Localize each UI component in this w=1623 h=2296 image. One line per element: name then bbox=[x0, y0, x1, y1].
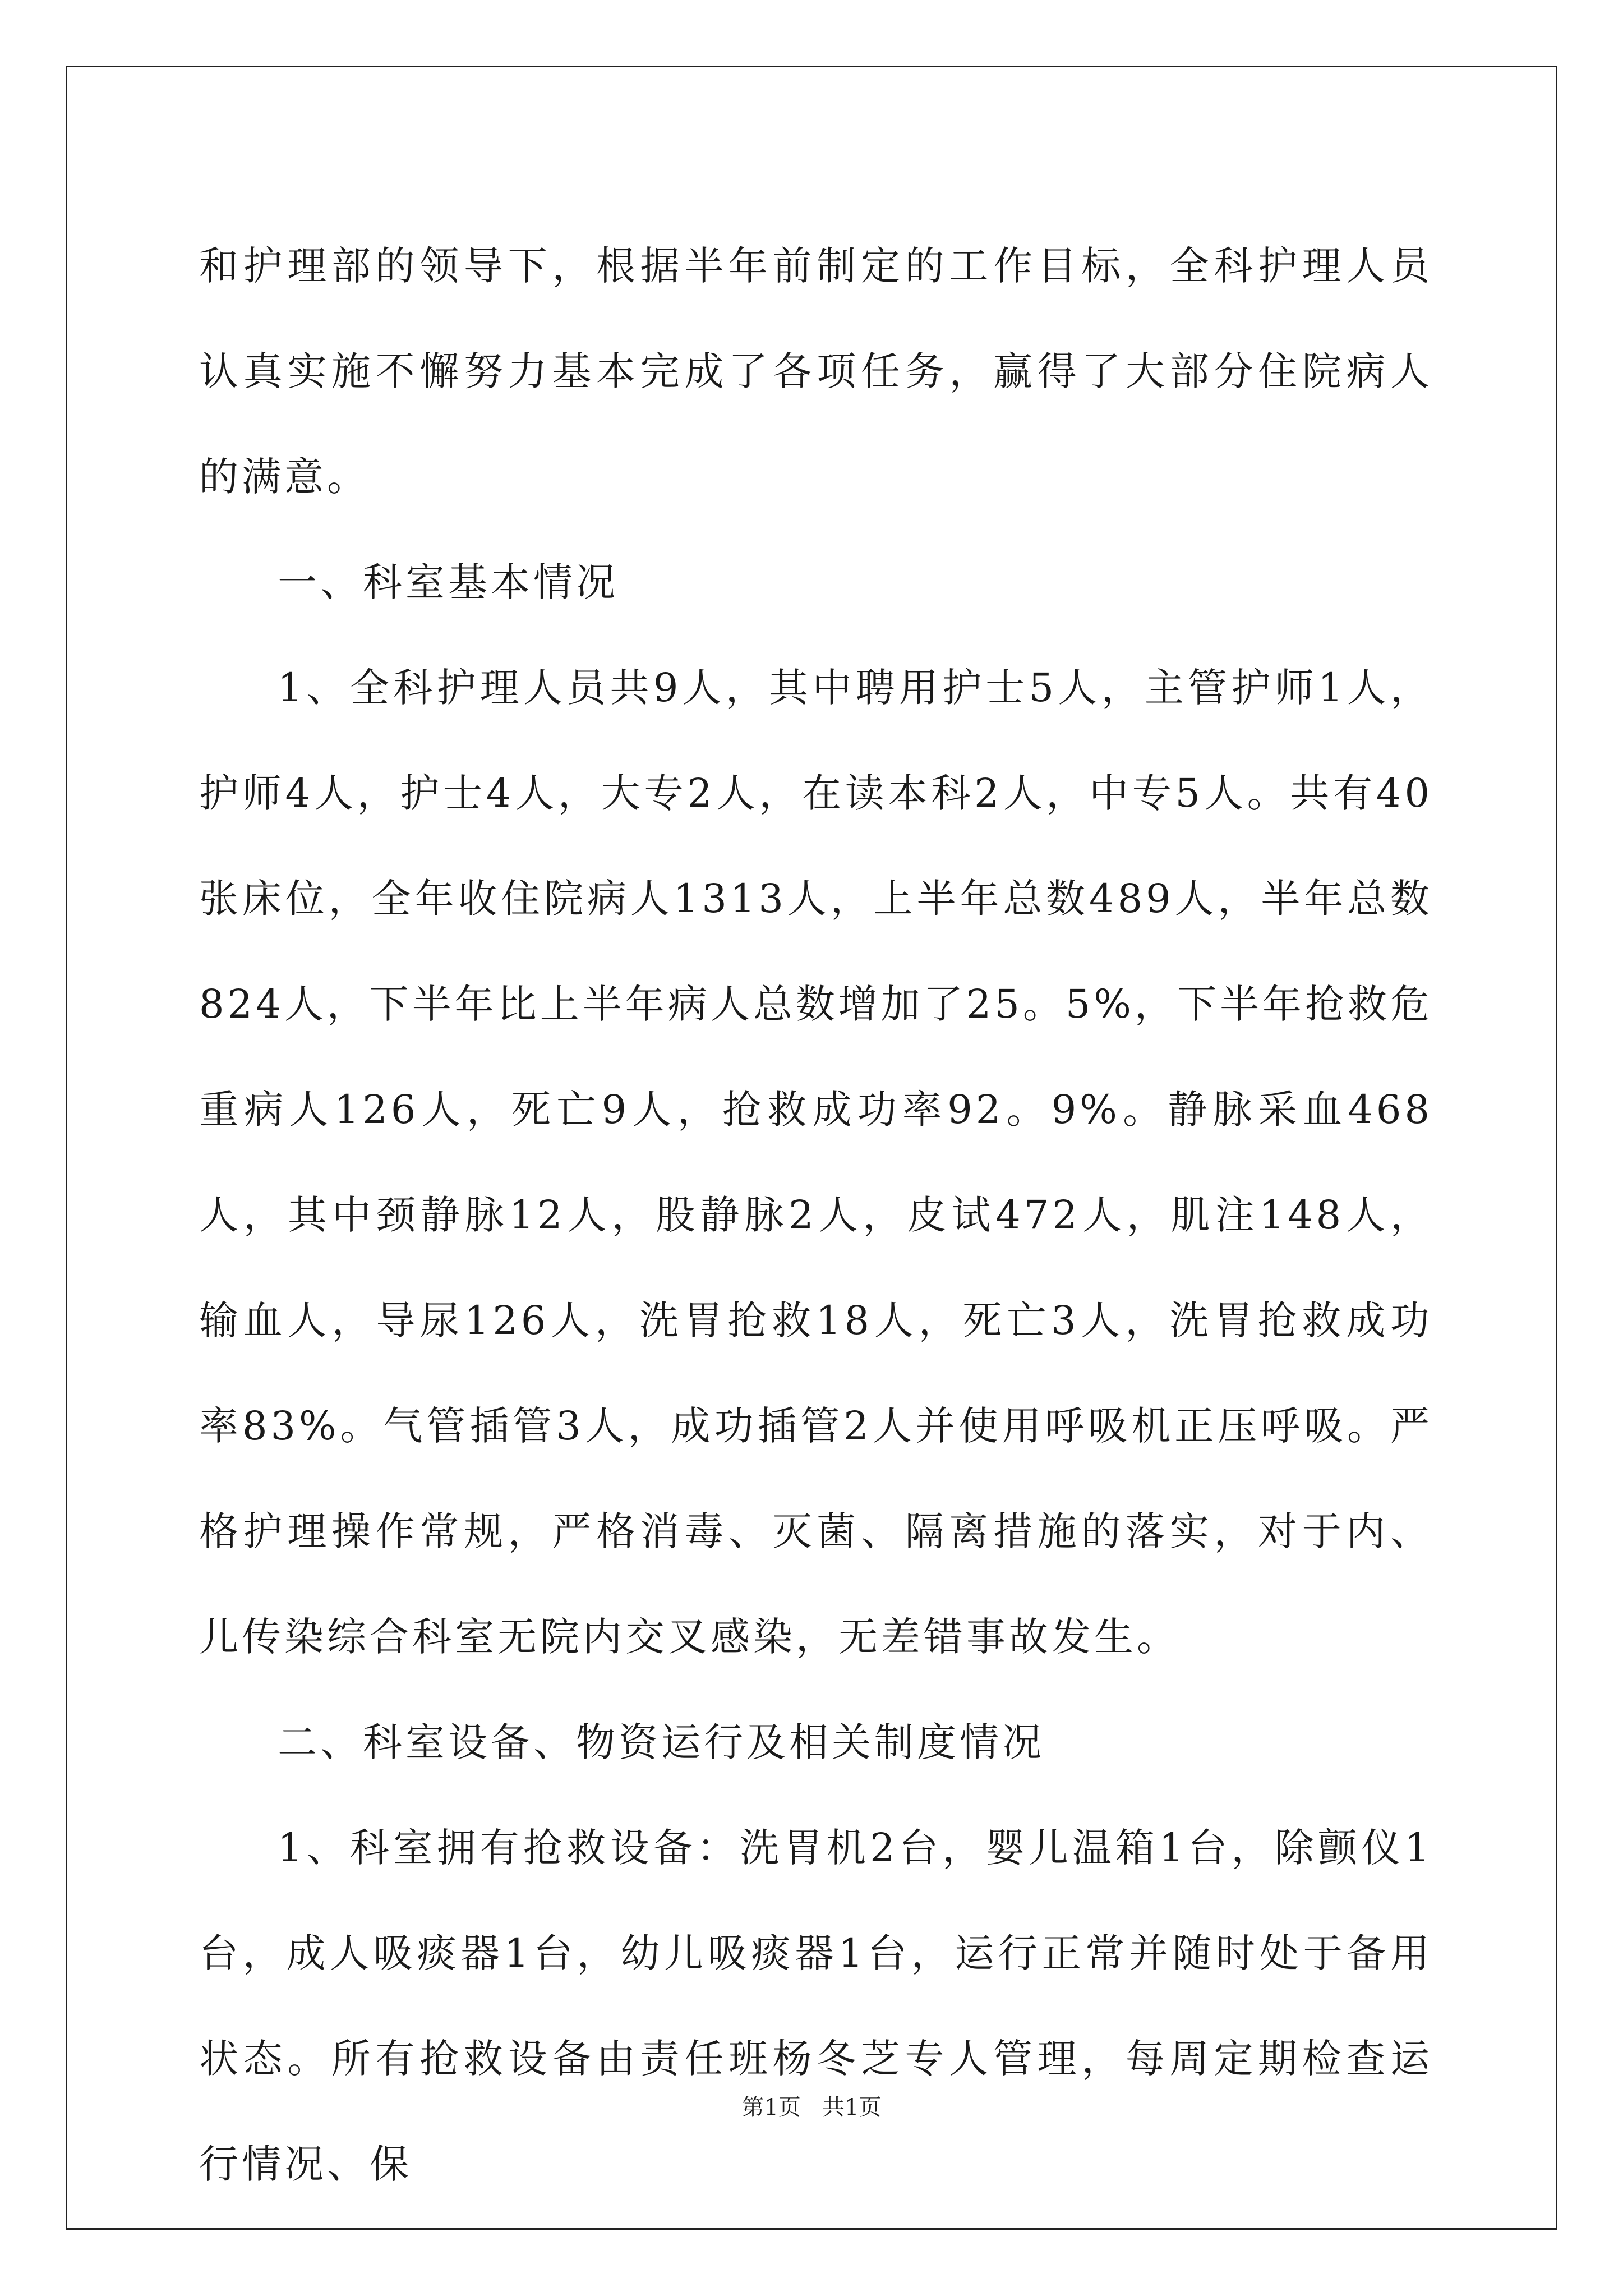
section-heading-2: 二、科室设备、物资运行及相关制度情况 bbox=[278, 1719, 1045, 1765]
document-body bbox=[199, 213, 1433, 2217]
section-heading-1: 一、科室基本情况 bbox=[278, 559, 619, 605]
page-footer: 第1页 共1页 bbox=[741, 2095, 882, 2120]
paragraph-staff-statistics: 1、全科护理人员共9人，其中聘用护士5人，主管护师1人，护师4人，护士4人，大专2人，在读本科2人，中专5人。共有40张床位，全年收住院病人1313人，上半年总数489人，半年总数824人，下半年比上半年病人总数增加了25。5%，下半年抢救危重病人126人，死亡9人，抢救成功率92。9%。静脉采血468人，其中颈静脉12人，股静脉2人，皮试472人，肌注148人，输血人，导尿126人，洗胃抢救18人，死亡3人，洗胃抢救成功率83%。气管插管3人，成功插管2人并使用呼吸机正压呼吸。严格护理操作常规，严格消毒、灭菌、隔离措施的落实，对于内、儿传染综合科室无院内交叉感染，无差错事故发生。 bbox=[199, 665, 1433, 1660]
paragraph-equipment: 1、科室拥有抢救设备：洗胃机2台，婴儿温箱1台，除颤仪1台，成人吸痰器1台，幼儿吸痰器1台，运行正常并随时处于备用状态。所有抢救设备由责任班杨冬芝专人管理，每周定期检查运行情况、保 bbox=[199, 1825, 1433, 2187]
paragraph-intro: 和护理部的领导下，根据半年前制定的工作目标，全科护理人员认真实施不懈努力基本完成了各项任务，赢得了大部分住院病人的满意。 bbox=[199, 243, 1433, 500]
